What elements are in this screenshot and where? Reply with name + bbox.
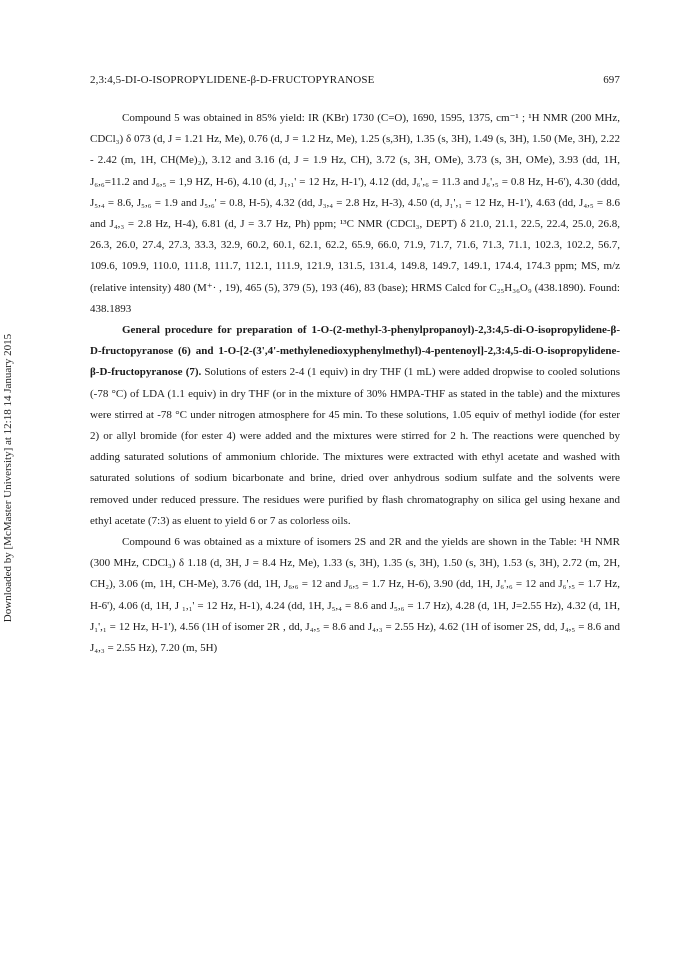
section-heading: General procedure for preparation of 1-O-(2-methyl-3-phenylpropanoyl)-2,3:4,5-di-O-isopropylidene-β-D-fructopyranose (6) and 1-O-[2-(3',4'-methylenedioxyphenylmethyl)-4-pentenoyl]-2,3:4,5-di-O-isopropylidene-β-D-fructopyranose (7).	[90, 324, 620, 379]
article-body	[90, 108, 620, 659]
general-procedure-text: Solutions of esters 2-4 (1 equiv) in dry THF (1 mL) were added dropwise to cooled solutions (-78 °C) of LDA (1.1 equiv) in dry THF (or in the mixture of 30% HMPA-THF as stated in the table) and the mixtures were stirred at -78 °C under nitrogen atmosphere for 45 min. To these solutions, 1.05 equiv of methyl iodide (for ester 2) or allyl bromide (for ester 4) were added and the mixtures were stirred for 2 h. The reactions were quenched by adding saturated solutions of ammonium chloride. The mixtures were extracted with ethyl acetate and washed with saturated solutions of sodium bicarbonate and brine, dried over anhydrous sodium sulfate and the solvents were removed under reduced pressure. The residues were purified by flash chromatography on silica gel using hexane and ethyl acetate (7:3) as eluent to yield 6 or 7 as colorless oils.	[90, 366, 620, 527]
download-watermark	[0, 300, 16, 660]
paragraph-compound-6: Compound 6 was obtained as a mixture of isomers 2S and 2R and the yields are shown in the Table: ¹H NMR (300 MHz, CDCl₃) δ 1.18 (d, 3H, J = 8.4 Hz, Me), 1.33 (s, 3H), 1.35 (s, 3H), 1.50 (s, 3H), 1.53 (s, 3H), 2.72 (m, 2H, CH₂), 3.06 (m, 1H, CH-Me), 3.76 (dd, 1H, J₆,₆ = 12 and J₆,₅ = 1.7 Hz, H-6), 3.90 (dd, 1H, J₆',₆ = 12 and J₆',₅ = 1.7 Hz, H-6'), 4.06 (d, 1H, J ₁,₁' = 12 Hz, H-1), 4.24 (dd, 1H, J₅,₄ = 8.6 and J₅,₆ = 1.7 Hz), 4.28 (d, 1H, J=2.55 Hz), 4.32 (d, 1H, J₁',₁ = 12 Hz, H-1'), 4.56 (1H of isomer 2R , dd, J₄,₅ = 8.6 and J₄,₃ = 2.55 Hz), 4.62 (1H of isomer 2S, dd, J₄,₅ = 8.6 and J₄,₃ = 2.55 Hz), 7.20 (m, 5H)	[90, 536, 620, 655]
paragraph-general-procedure	[90, 320, 620, 532]
page-number: 697	[603, 74, 620, 86]
paragraph-compound-5: Compound 5 was obtained in 85% yield: IR (KBr) 1730 (C=O), 1690, 1595, 1375, cm⁻¹ ; ¹H NMR (200 MHz, CDCl₃) δ 073 (d, J = 1.21 Hz, Me), 0.76 (d, J = 1.2 Hz, Me), 1.25 (s,3H), 1.35 (s, 3H), 1.49 (s, 3H), 1.50 (Me, 3H), 2.22 - 2.42 (m, 1H, CH(Me)₂), 3.12 and 3.16 (d, J = 1.9 Hz, CH), 3.72 (s, 3H, OMe), 3.73 (s, 3H, OMe), 3.93 (dd, 1H, J₆,₆=11.2 and J₆,₅ = 1,9 HZ, H-6), 4.10 (d, J₁,₁' = 12 Hz, H-1'), 4.12 (dd, J₆',₆ = 11.3 and J₆',₅ = 0.8 Hz, H-6'), 4.30 (ddd, J₅,₄ = 8.6, J₅,₆ = 1.9 and J₅,₆' = 0.8, H-5), 4.32 (dd, J₃,₄ = 2.8 Hz, H-3), 4.50 (d, J₁',₁ = 12 Hz, H-1'), 4.63 (dd, J₄,₅ = 8.6 and J₄,₃ = 2.8 Hz, H-4), 6.81 (d, J = 3.7 Hz, Ph) ppm; ¹³C NMR (CDCl₃, DEPT) δ 21.0, 21.1, 22.5, 22.4, 25.0, 26.8, 26.3, 26.0, 27.4, 27.3, 33.3, 32.9, 60.2, 60.1, 62.1, 62.2, 65.9, 66.0, 71.9, 71.7, 71.6, 71.3, 71.1, 102.3, 102.2, 56.7, 109.6, 109.9, 110.0, 111.8, 111.7, 112.1, 111.9, 121.9, 131.5, 131.4, 149.8, 149.7, 149.1, 174.4, 174.3 ppm; MS, m/z (relative intensity) 480 (M⁺· , 19), 465 (5), 379 (5), 193 (46), 83 (base); HRMS Calcd for C₂₅H₃₆O₉ (438.1890). Found: 438.1893	[90, 112, 620, 315]
download-notice: Downloaded by [McMaster University] at 12:18 14 January 2015	[2, 333, 14, 623]
running-title: 2,3:4,5-DI-O-ISOPROPYLIDENE-β-D-FRUCTOPYRANOSE	[90, 74, 375, 86]
running-header	[90, 74, 620, 90]
